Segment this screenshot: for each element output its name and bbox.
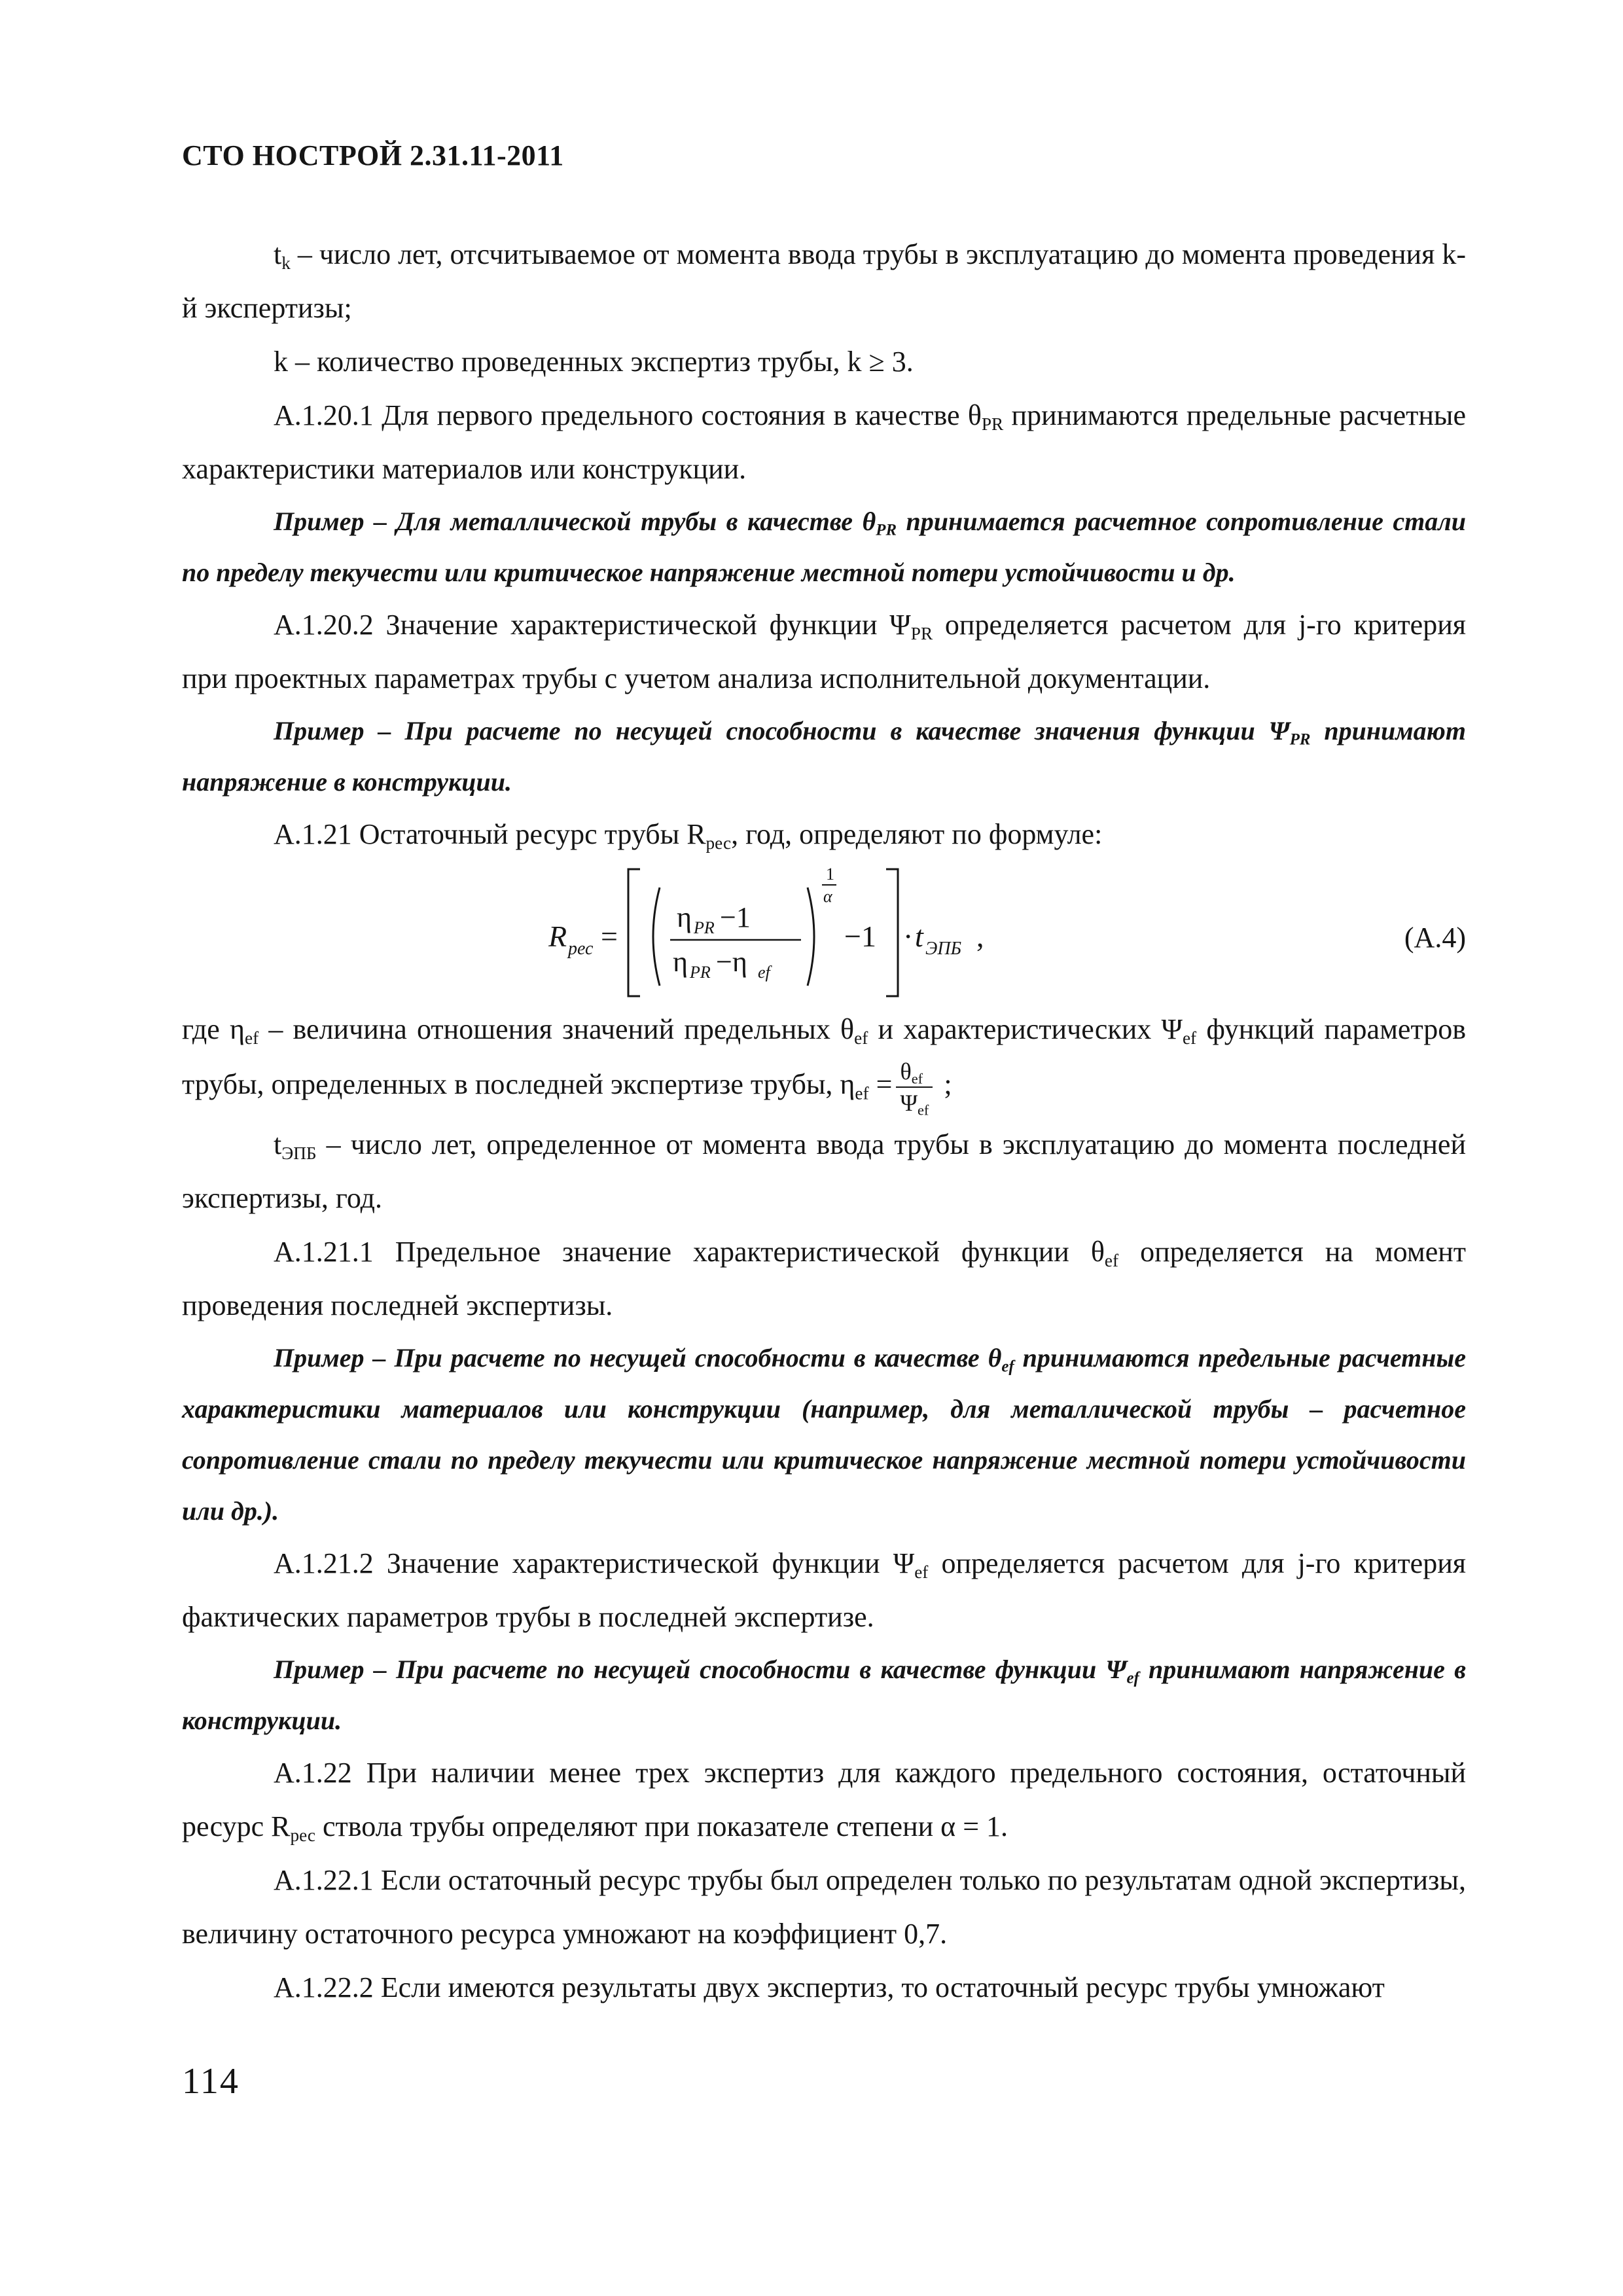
page-header: СТО НОСТРОЙ 2.31.11-2011 xyxy=(182,139,564,171)
text: А.1.22 При наличии менее трех экспертиз для каждого предельного состояния, остаточный ресурс R xyxy=(182,1757,1466,1842)
left-bracket xyxy=(628,869,640,996)
text: А.1.20.2 Значение характеристической функции Ψ xyxy=(274,609,911,641)
equals: = xyxy=(868,1068,893,1101)
subscript: PR xyxy=(910,624,933,644)
subscript: ef xyxy=(1104,1251,1119,1271)
text: принимается расчетное сопротивление стали по пределу текучести или критическое напряжение местной потери устойчивости и др. xyxy=(182,507,1466,587)
subscript: ef xyxy=(1182,1028,1197,1049)
right-bracket xyxy=(886,869,898,996)
formula-svg xyxy=(548,861,1203,1003)
subscript: PR xyxy=(981,414,1004,435)
text: – величина отношения значений предельных θ xyxy=(259,1013,855,1045)
text: А.1.21 Остаточный ресурс трубы R xyxy=(274,818,706,850)
formula-t-sub: ЭПБ xyxy=(925,939,962,959)
subscript: k xyxy=(281,253,291,274)
text: определяется расчетом для j-го критерия при проектных параметрах трубы с учетом анализа исполнительной документации. xyxy=(182,609,1466,694)
text: Пример – При расчете по несущей способности в качестве функции Ψ xyxy=(274,1655,1127,1684)
page-number: 114 xyxy=(182,2061,240,2102)
fraction-denominator xyxy=(896,1088,933,1118)
text: где η xyxy=(182,1013,245,1045)
numerator-minus-one: −1 xyxy=(720,901,751,933)
paragraph-tk xyxy=(182,228,1466,335)
paragraph-a-1-20-2 xyxy=(182,598,1466,706)
paragraph-t-epb xyxy=(182,1118,1466,1225)
exponent-numerator: 1 xyxy=(826,865,834,884)
formula-number: (А.4) xyxy=(1404,922,1466,954)
text: и характеристических Ψ xyxy=(868,1013,1183,1045)
fraction-numerator xyxy=(896,1056,933,1088)
formula-a4 xyxy=(182,861,1466,1003)
symbol: θ xyxy=(900,1058,912,1085)
paragraph-a-1-22-2: А.1.22.2 Если имеются результаты двух экспертиз, то остаточный ресурс трубы умножают xyxy=(274,1971,1385,2003)
example-1 xyxy=(182,496,1466,598)
paragraph-text: – число лет, отсчитываемое от момента ввода трубы в эксплуатацию до момента проведения k-й экспертизы; xyxy=(182,238,1466,324)
paragraph-a-1-20-1 xyxy=(182,389,1466,496)
document-body xyxy=(182,228,1466,2015)
example-3 xyxy=(182,1333,1466,1537)
paragraph-a-1-21-1 xyxy=(182,1225,1466,1333)
subscript: ef xyxy=(854,1028,868,1049)
inline-fraction xyxy=(896,1056,933,1118)
paragraph-a-1-21-2 xyxy=(182,1537,1466,1644)
formula-lhs-sub: рес xyxy=(568,939,594,959)
text: определяется расчетом для j-го критерия фактических параметров трубы в последней экспертизе. xyxy=(182,1547,1466,1633)
formula-t: t xyxy=(915,920,923,953)
subscript: PR xyxy=(1289,730,1311,749)
symbol: Ψ xyxy=(900,1090,918,1116)
text: принимаются предельные расчетные характеристики материалов или конструкции. xyxy=(182,399,1466,485)
example-4 xyxy=(182,1644,1466,1746)
paragraph-a-1-21 xyxy=(182,808,1466,861)
paragraph-a-1-22-1: А.1.22.1 Если остаточный ресурс трубы был определен только по результатам одной экспертизы, величину остаточного ресурса умножают на коэффициент 0,7. xyxy=(182,1864,1466,1950)
paragraph-text: – число лет, определенное от момента ввода трубы в эксплуатацию до момента последней экспертизы, год. xyxy=(182,1128,1466,1214)
paragraph-a-1-22 xyxy=(182,1746,1466,1854)
denominator-eta: η xyxy=(673,946,688,978)
numerator-sub: PR xyxy=(694,918,715,937)
text: функций параметров трубы, определенных в последней экспертизе трубы, xyxy=(182,1013,1467,1101)
paragraph-k: k – количество проведенных экспертиз трубы, k ≥ 3. xyxy=(274,346,914,378)
subscript: ef xyxy=(244,1028,259,1049)
symbol: t xyxy=(274,238,282,270)
left-paren xyxy=(653,888,660,986)
right-paren xyxy=(808,888,814,986)
text: А.1.21.2 Значение характеристической функции Ψ xyxy=(274,1547,915,1579)
text: ствола трубы определяют при показателе степени α = 1. xyxy=(315,1810,1008,1842)
formula-comma: , xyxy=(976,920,984,953)
subscript: ef xyxy=(918,1102,929,1119)
subscript: ЭПБ xyxy=(281,1143,317,1164)
denominator-minus-eta: −η xyxy=(716,946,747,978)
text: принимают напряжение в конструкции. xyxy=(182,1655,1466,1735)
text: определяется на момент проведения последней экспертизы. xyxy=(182,1236,1466,1321)
formula-equals: = xyxy=(601,920,618,953)
eta-symbol: η xyxy=(840,1068,855,1101)
subscript: ef xyxy=(1001,1357,1014,1376)
paragraph-where-eta xyxy=(182,1003,1466,1118)
text: Пример – Для металлической трубы в качестве θ xyxy=(274,507,876,536)
text: А.1.20.1 Для первого предельного состояния в качестве θ xyxy=(274,399,982,431)
denominator-sub1: PR xyxy=(690,963,711,982)
formula-lhs: R xyxy=(548,920,567,953)
formula-minus-one: −1 xyxy=(844,920,876,953)
text: ; xyxy=(936,1068,952,1101)
example-2 xyxy=(182,706,1466,808)
text: принимают напряжение в конструкции. xyxy=(182,716,1466,797)
denominator-sub2: ef xyxy=(758,963,770,982)
subscript: PR xyxy=(876,521,897,539)
symbol: t xyxy=(274,1128,282,1160)
text: Пример – При расчете по несущей способности в качестве θ xyxy=(274,1343,1002,1372)
formula-dot: · xyxy=(903,920,914,953)
subscript: рес xyxy=(705,833,732,853)
subscript: рес xyxy=(290,1825,315,1846)
subscript: ef xyxy=(1126,1669,1139,1687)
exponent-denominator: α xyxy=(823,887,832,906)
text: , год, определяют по формуле: xyxy=(731,818,1103,850)
text: А.1.21.1 Предельное значение характеристической функции θ xyxy=(274,1236,1105,1268)
subscript: ef xyxy=(855,1083,869,1103)
subscript: ef xyxy=(914,1562,929,1583)
text: принимаются предельные расчетные характеристики материалов или конструкции (например, для металлической трубы – расчетное сопротивление стали по пределу текучести или критическое напряжение местной потери устойчивости или др.). xyxy=(182,1343,1466,1526)
numerator-eta: η xyxy=(677,901,692,933)
text: Пример – При расчете по несущей способности в качестве значения функции Ψ xyxy=(274,716,1290,745)
subscript: ef xyxy=(911,1070,923,1087)
